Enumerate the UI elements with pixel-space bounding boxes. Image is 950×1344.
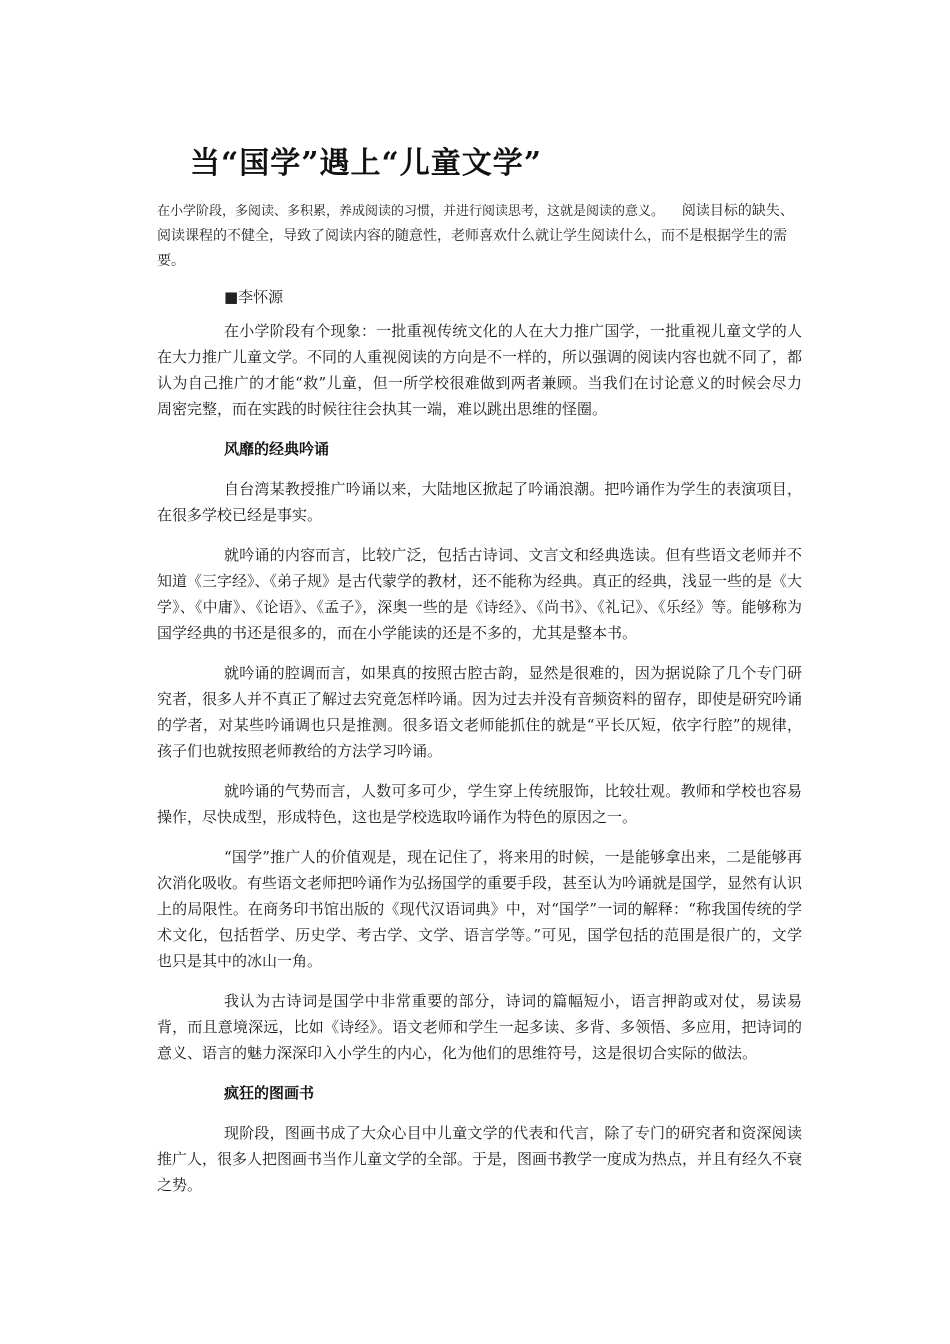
paragraph: 就吟诵的腔调而言，如果真的按照古腔古韵，显然是很难的，因为据说除了几个专门研究者，很多人并不真正了解过去究竟怎样吟诵。因为过去并没有音频资料的留存，即使是研究吟诵的学者，对某些吟诵调也只是推测。很多语文老师能抓住的就是“平长仄短，依字行腔”的规律，孩子们也就按照老师教给的方法学习吟诵。 [157,664,803,760]
paragraph: 在小学阶段有个现象：一批重视传统文化的人在大力推广国学，一批重视儿童文学的人在大力推广儿童文学。不同的人重视阅读的方向是不一样的，所以强调的阅读内容也就不同了，都认为自己推广的才能“救”儿童，但一所学校很难做到两者兼顾。当我们在讨论意义的时候会尽力周密完整，而在实践的时候往往会执其一端，难以跳出思维的怪圈。 [157,322,803,418]
article-title: 当“国学”遇上“儿童文学” [190,146,543,181]
paragraph: 我认为古诗词是国学中非常重要的部分，诗词的篇幅短小，语言押韵或对仗，易读易背，而且意境深远，比如《诗经》。语文老师和学生一起多读、多背、多领悟、多应用，把诗词的意义、语言的魅力深深印入小学生的内心，化为他们的思维符号，这是很切合实际的做法。 [157,992,802,1062]
paragraph: 自台湾某教授推广吟诵以来，大陆地区掀起了吟诵浪潮。把吟诵作为学生的表演项目，在很多学校已经是事实。 [157,480,802,524]
article-body [157,318,802,1212]
summary-rest: 阅读目标的缺失、阅读课程的不健全，导致了阅读内容的随意性，老师喜欢什么就让学生阅读什么，而不是根据学生的需要。 [157,203,794,269]
section-heading: 疯狂的图画书 [224,1084,315,1102]
summary-lead: 在小学阶段，多阅读、多积累，养成阅读的习惯，并进行阅读思考，这就是阅读的意义。 [157,204,665,219]
author-byline: ■李怀源 [224,288,284,306]
paragraph: 就吟诵的内容而言，比较广泛，包括古诗词、文言文和经典选读。但有些语文老师并不知道《三字经》、《弟子规》是古代蒙学的教材，还不能称为经典。真正的经典，浅显一些的是《大学》、《中庸》、《论语》、《孟子》，深奥一些的是《诗经》、《尚书》、《礼记》、《乐经》等。能够称为国学经典的书还是很多的，而在小学能读的还是不多的，尤其是整本书。 [157,546,803,642]
paragraph: “国学”推广人的价值观是，现在记住了，将来用的时候，一是能够拿出来，二是能够再次消化吸收。有些语文老师把吟诵作为弘扬国学的重要手段，甚至认为吟诵就是国学，显然有认识上的局限性。在商务印书馆出版的《现代汉语词典》中，对“国学”一词的解释：“称我国传统的学术文化，包括哲学、历史学、考古学、文学、语言学等。”可见，国学包括的范围是很广的，文学也只是其中的冰山一角。 [157,848,803,970]
paragraph: 就吟诵的气势而言，人数可多可少，学生穿上传统服饰，比较壮观。教师和学校也容易操作，尽快成型，形成特色，这也是学校选取吟诵作为特色的原因之一。 [157,782,802,826]
article-summary [157,199,797,274]
paragraph: 现阶段，图画书成了大众心目中儿童文学的代表和代言，除了专门的研究者和资深阅读推广人，很多人把图画书当作儿童文学的全部。于是，图画书教学一度成为热点，并且有经久不衰之势。 [157,1124,803,1194]
section-heading: 风靡的经典吟诵 [224,440,330,458]
